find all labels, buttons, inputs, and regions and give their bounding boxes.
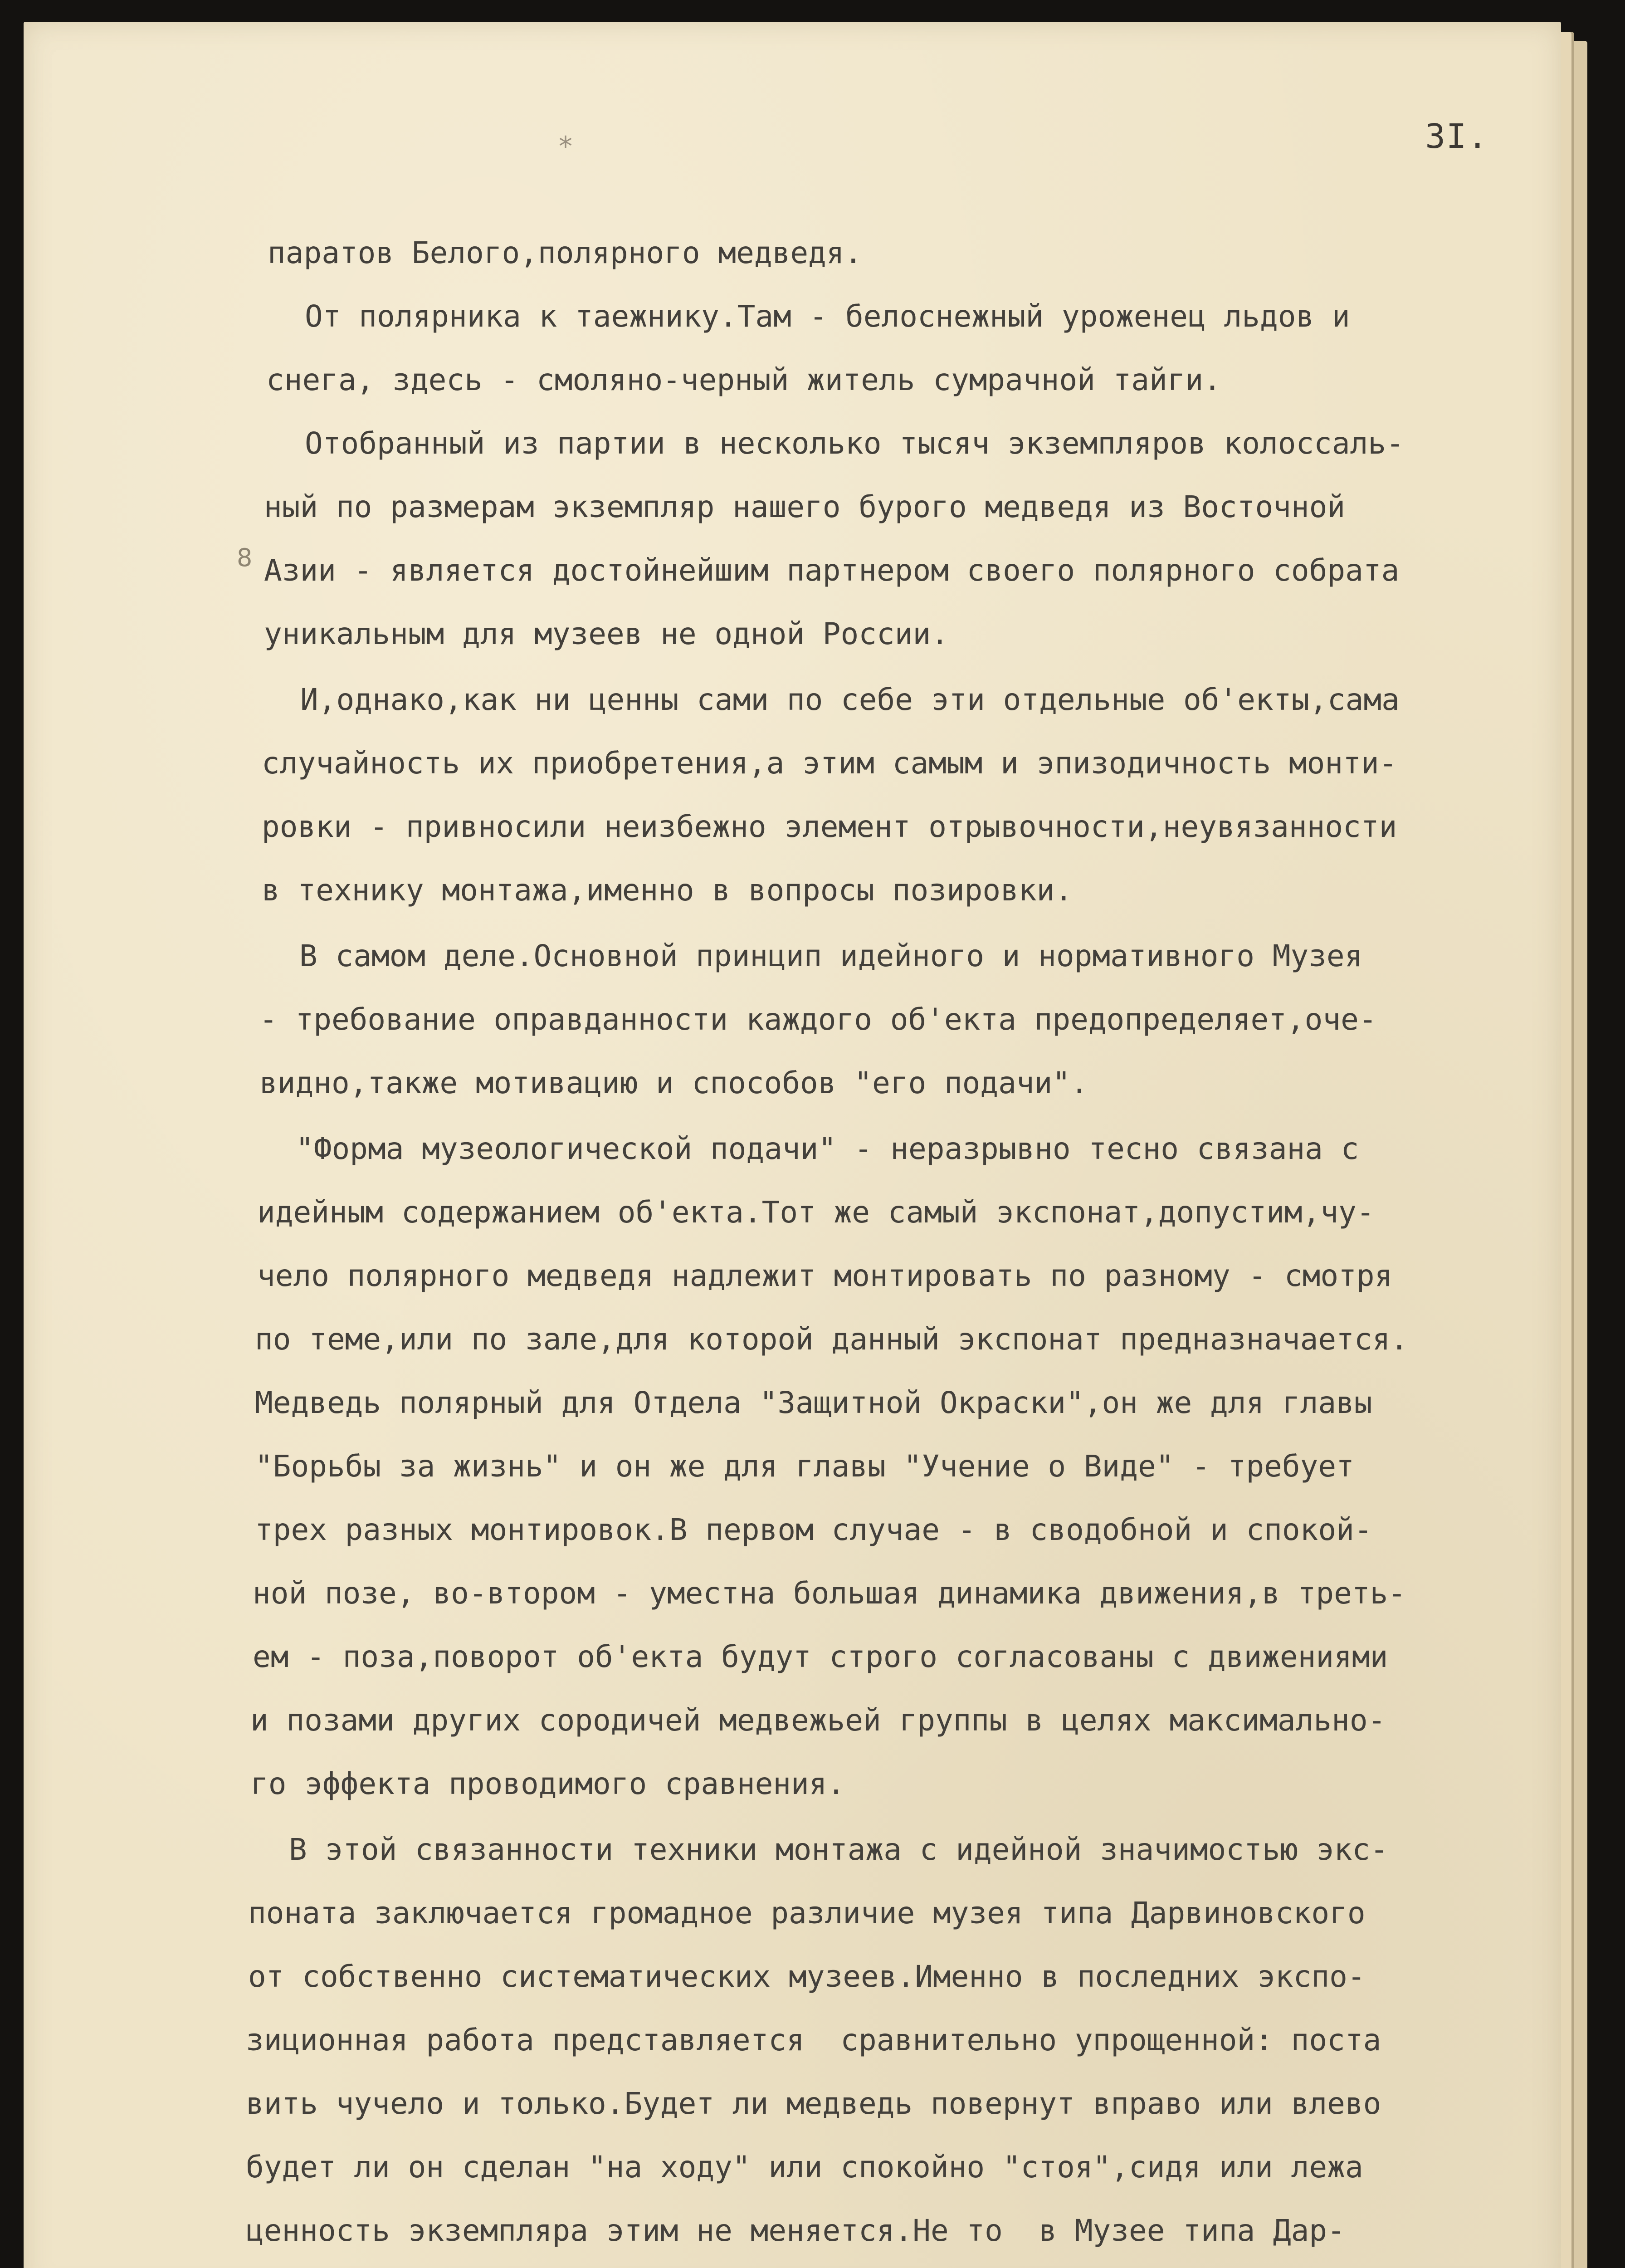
text-line: вить чучело и только.Будет ли медведь повернут вправо или влево xyxy=(246,2086,1381,2121)
typewritten-text xyxy=(24,22,1561,2268)
text-line: От полярника к таежнику.Там - белоснежный уроженец льдов и xyxy=(305,299,1350,334)
text-line: снега, здесь - смоляно-черный житель сумрачной тайги. xyxy=(266,362,1221,397)
text-line: паратов Белого,полярного медведя. xyxy=(268,235,863,270)
text-line: будет ли он сделан "на ходу" или спокойно "стоя",сидя или лежа xyxy=(246,2150,1363,2185)
text-line: В этой связанности техники монтажа с идейной значимостью экс- xyxy=(289,1832,1388,1867)
text-line: уникальным для музеев не одной России. xyxy=(264,616,949,651)
text-line: В самом деле.Основной принцип идейного и нормативного Музея xyxy=(299,938,1363,973)
text-line: идейным содержанием об'екта.Тот же самый экспонат,допустим,чу- xyxy=(257,1195,1375,1230)
text-line: го эффекта проводимого сравнения. xyxy=(250,1766,845,1801)
text-line: случайность их приобретения,а этим самым и эпизодичность монти- xyxy=(262,746,1397,781)
text-line: чело полярного медведя надлежит монтировать по разному - смотря xyxy=(257,1258,1393,1293)
text-line: и позами других сородичей медвежьей группы в целях максимально- xyxy=(250,1703,1386,1738)
text-line: Медведь полярный для Отдела "Защитной Окраски",он же для главы xyxy=(255,1385,1372,1420)
text-line: ровки - привносили неизбежно элемент отрывочности,неувязанности xyxy=(262,809,1397,844)
text-line: ем - поза,поворот об'екта будут строго согласованы с движениями xyxy=(253,1639,1388,1674)
text-line: видно,также мотивацию и способов "его подачи". xyxy=(259,1066,1088,1100)
text-line: "Борьбы за жизнь" и он же для главы "Учение о Виде" - требует xyxy=(255,1449,1354,1484)
text-line: в технику монтажа,именно в вопросы позировки. xyxy=(262,873,1073,908)
text-line: И,однако,как ни ценны сами по себе эти отдельные об'екты,сама xyxy=(300,682,1400,717)
text-line: ный по размерам экземпляр нашего бурого медведя из Восточной xyxy=(264,489,1346,524)
text-line: Азии - является достойнейшим партнером своего полярного собрата xyxy=(264,553,1400,588)
page-number: 3I. xyxy=(1425,117,1488,156)
text-line: ценность экземпляра этим не меняется.Не то в Музее типа Дар- xyxy=(246,2213,1345,2248)
text-line: ной позе, во-втором - уместна большая динамика движения,в треть- xyxy=(253,1576,1406,1611)
text-line: трех разных монтировок.В первом случае - в сводобной и спокой- xyxy=(255,1512,1372,1547)
pencil-mark: * xyxy=(559,131,572,162)
text-line: Отобранный из партии в несколько тысяч экземпляров колоссаль- xyxy=(305,426,1404,461)
text-line: поната заключается громадное различие музея типа Дарвиновского xyxy=(248,1896,1366,1931)
text-line: зиционная работа представляется сравнительно упрощенной: поста xyxy=(246,2023,1381,2058)
text-line: от собственно систематических музеев.Именно в последних экспо- xyxy=(248,1959,1366,1994)
document-page xyxy=(24,22,1561,2268)
text-line: по теме,или по зале,для которой данный экспонат предназначается. xyxy=(255,1322,1409,1357)
margin-mark: 8 xyxy=(237,543,253,572)
text-line: "Форма музеологической подачи" - неразрывно тесно связана с xyxy=(296,1131,1359,1166)
text-line: - требование оправданности каждого об'екта предопределяет,оче- xyxy=(259,1002,1377,1037)
